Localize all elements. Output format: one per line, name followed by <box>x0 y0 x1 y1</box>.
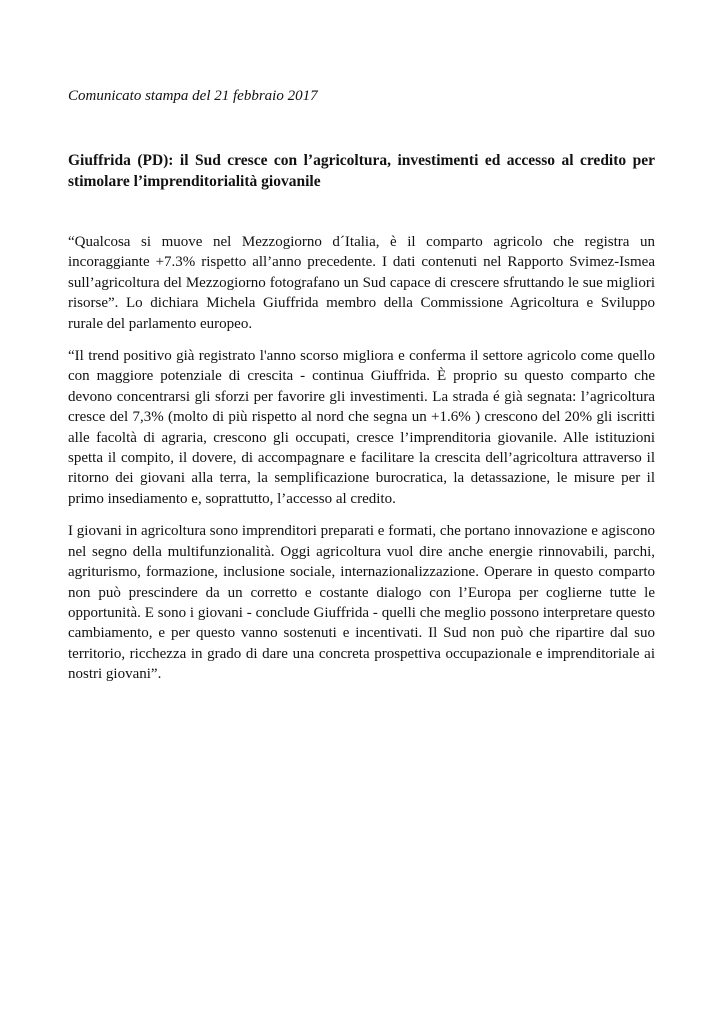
body-paragraph-1: “Qualcosa si muove nel Mezzogiorno d´Italia, è il comparto agricolo che registra un incoraggiante +7.3% rispetto all’anno precedente. I dati contenuti nel Rapporto Svimez-Ismea sull’agricoltura del Mezzogiorno fotografano un Sud capace di crescere sfruttando le sue migliori risorse”. Lo dichiara Michela Giuffrida membro della Commissione Agricoltura e Sviluppo rurale del parlamento europeo. <box>68 234 655 332</box>
body-paragraph-2: “Il trend positivo già registrato l'anno scorso migliora e conferma il settore agricolo come quello con maggiore potenziale di crescita - continua Giuffrida. È proprio su questo comparto che devono concentrarsi gli sforzi per favorire gli investimenti. La strada é già segnata: l’agricoltura cresce del 7,3% (molto di più rispetto al nord che segna un +1.6% ) crescono del 20% gli iscritti alle facoltà di agraria, crescono gli occupati, cresce l’imprenditoria giovanile. Alle istituzioni spetta il compito, il dovere, di accompagnare e facilitare la crescita dell’agricoltura attraverso il ritorno dei giovani alla terra, la semplificazione burocratica, la detassazione, le misure per il primo insediamento e, soprattutto, l’accesso al credito. <box>68 348 655 507</box>
body-paragraph-3: I giovani in agricoltura sono imprenditori preparati e formati, che portano innovazione e agiscono nel segno della multifunzionalità. Oggi agricoltura vuol dire anche energie rinnovabili, parchi, agriturismo, formazione, inclusione sociale, internazionalizzazione. Operare in questo comparto non può prescindere da un corretto e costante dialogo con l’Europa per coglierne tutte le opportunità. E sono i giovani - conclude Giuffrida - quelli che meglio possono interpretare questo cambiamento, e per questo vanno sostenuti e incentivati. Il Sud non può che ripartire dal suo territorio, ricchezza in grado di dare una concreta prospettiva occupazionale e imprenditoriale ai nostri giovani”. <box>68 523 655 683</box>
press-release-body <box>68 232 655 697</box>
press-release-dateline: Comunicato stampa del 21 febbraio 2017 <box>68 88 318 104</box>
press-release-headline: Giuffrida (PD): il Sud cresce con l’agricoltura, investimenti ed accesso al credito per stimolare l’imprenditorialità giovanile <box>68 152 655 190</box>
